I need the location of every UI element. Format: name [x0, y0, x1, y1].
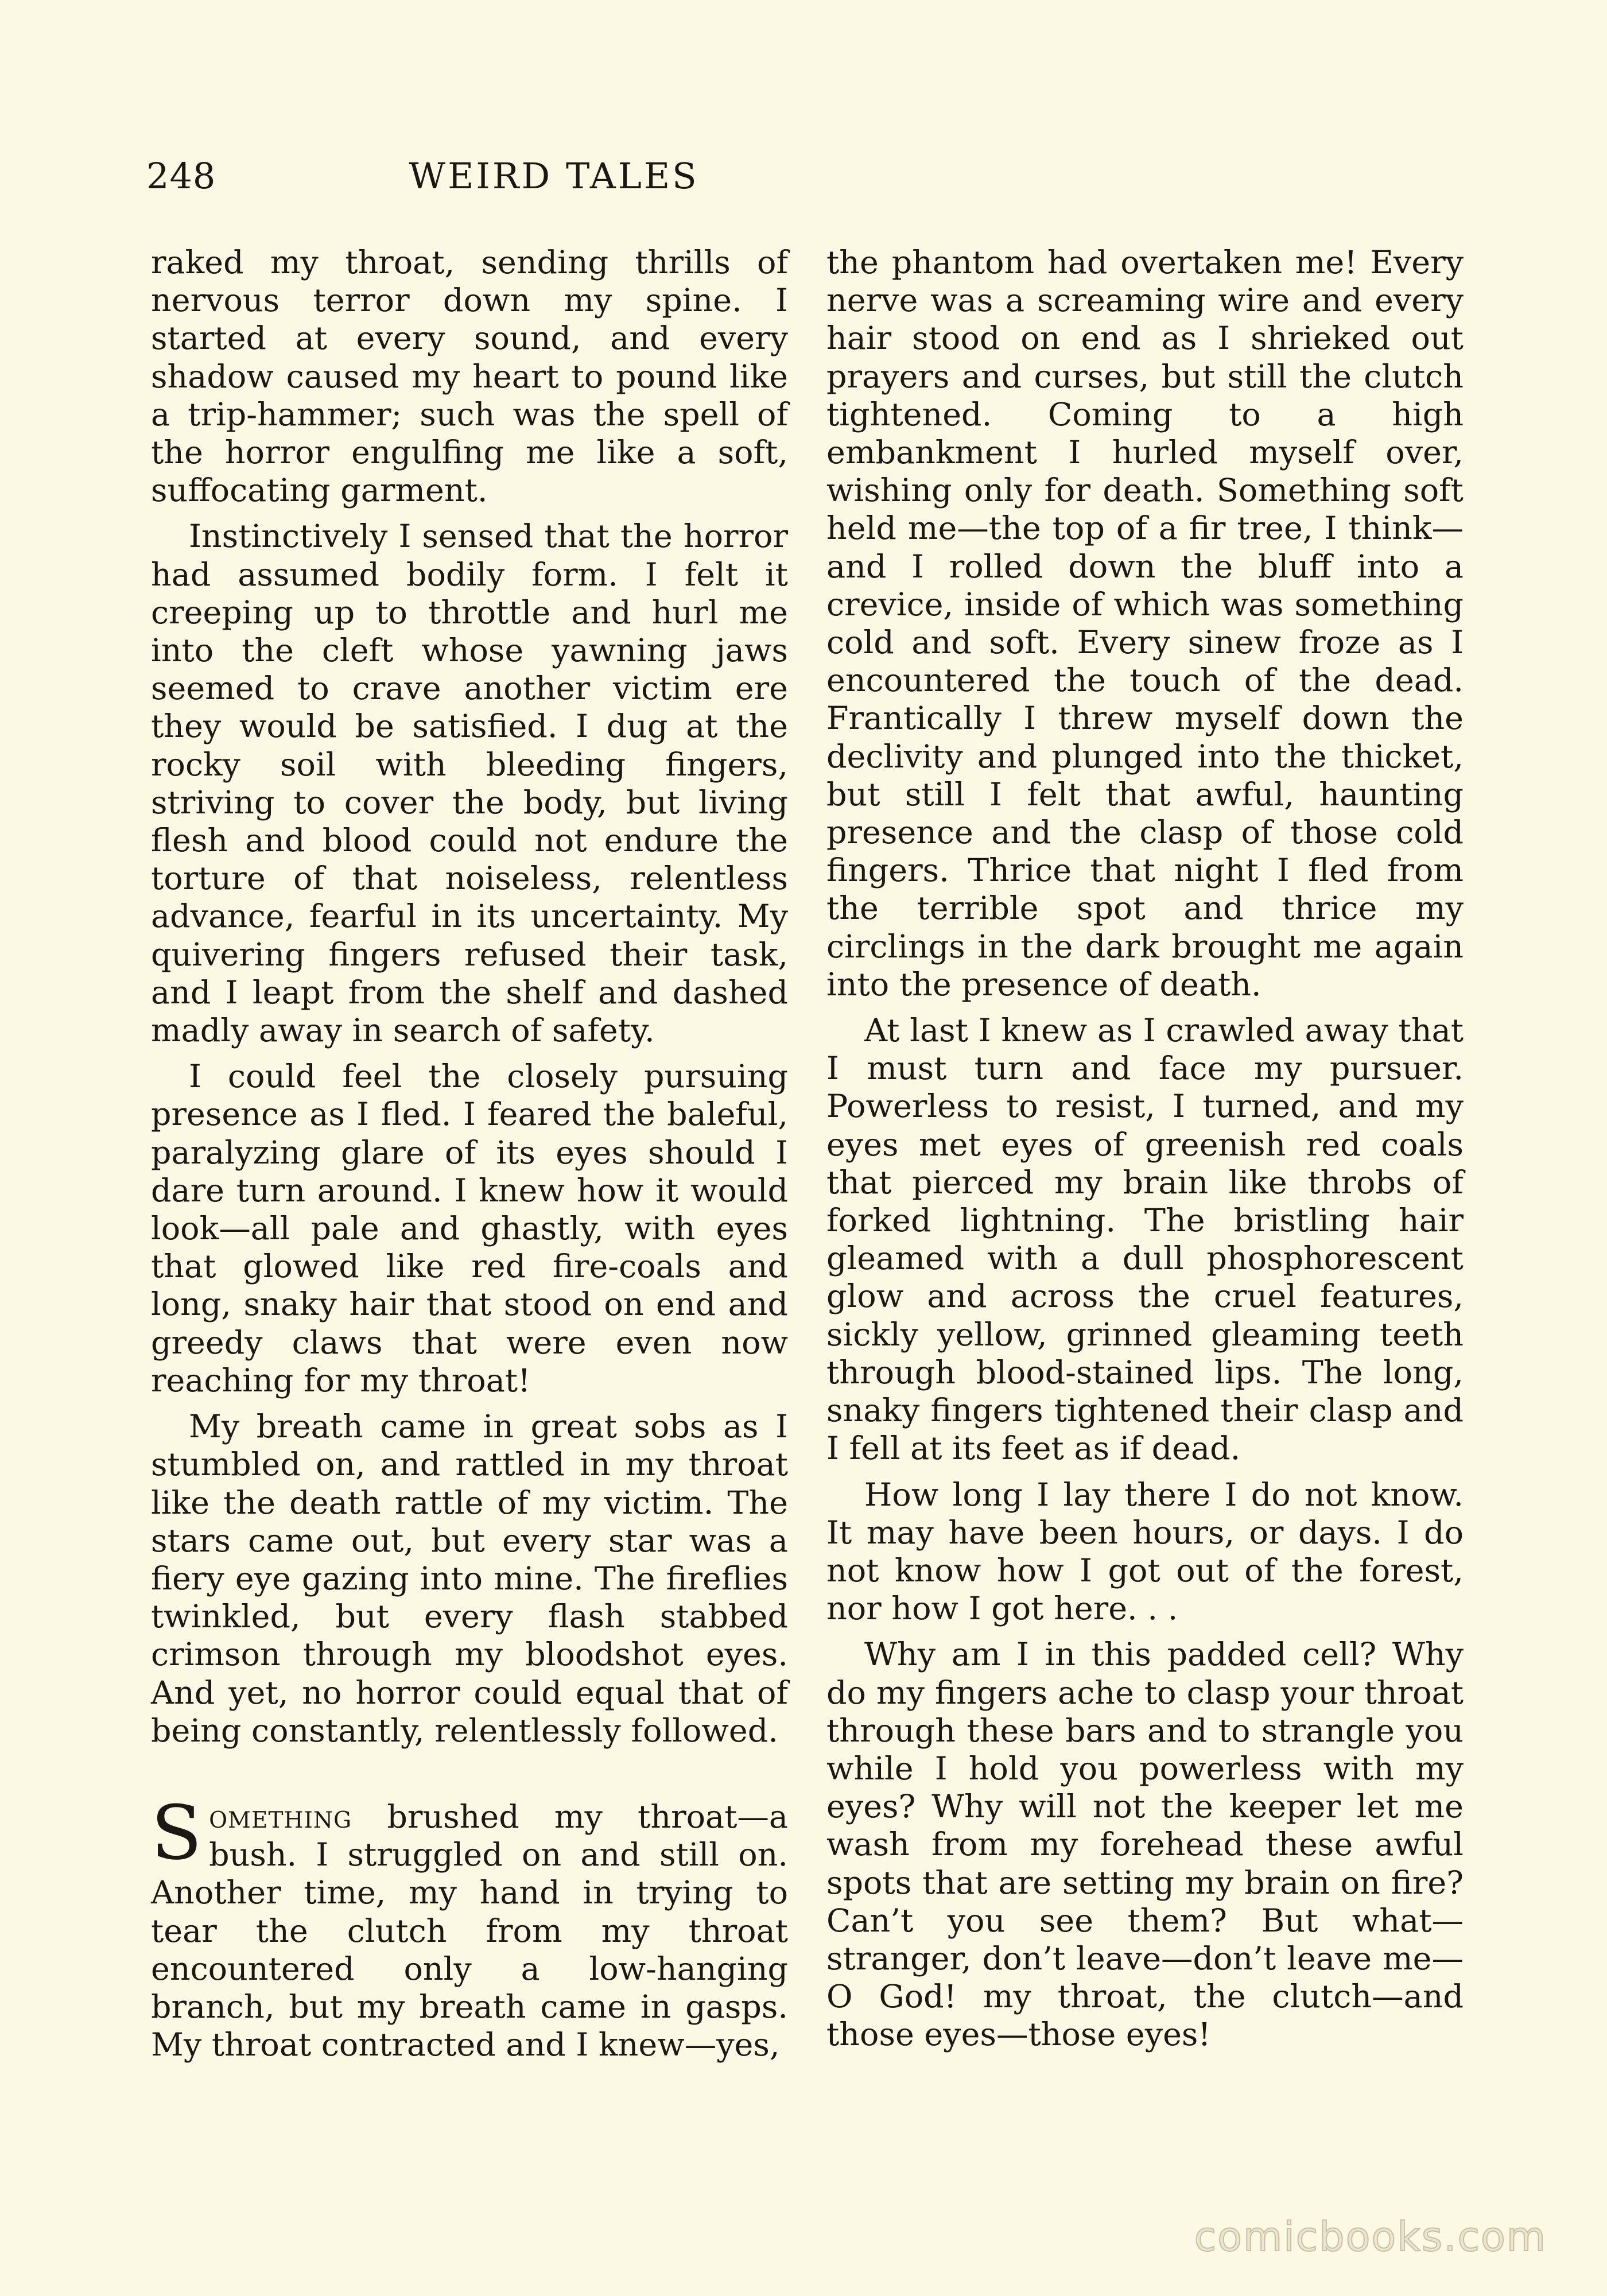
section-break [151, 1758, 788, 1798]
paragraph: the phantom had overtaken me! Every nerve was a screaming wire and every hair stood on end as I shrieked out prayers and curses, but still the clutch tightened. Coming to a high embankment I hurled myself over, wishing only for death. Something soft held me—the top of a fir tree, I think—and I rolled down the bluff into a crevice, inside of which was something cold and soft. Every sinew froze as I encountered the touch of the dead. Frantically I threw myself down the declivity and plunged into the thicket, but still I felt that awful, haunting presence and the clasp of those cold fingers. Thrice that night I fled from the terrible spot and thrice my circlings in the dark brought me again into the presence of death. [826, 244, 1464, 1003]
site-watermark: comicbooks.com [1194, 2213, 1547, 2260]
paragraph: Why am I in this padded cell? Why do my fingers ache to clasp your throat through these bars and to strangle you while I hold you powerless with my eyes? Why will not the keeper let me wash from my forehead these awful spots that are setting my brain on fire? Can’t you see them? But what—stranger, don’t leave—don’t leave me—O God! my throat, the clutch—and those eyes—those eyes! [826, 1636, 1464, 2054]
running-head: WEIRD TALES [409, 155, 699, 197]
paragraph: I could feel the closely pursuing presence as I fled. I feared the baleful, paralyzing glare of its eyes should I dare turn around. I knew how it would look—all pale and ghastly, with eyes that glowed like red fire-coals and long, snaky hair that stood on end and greedy claws that were even now reaching for my throat! [151, 1058, 788, 1399]
paragraph: My breath came in great sobs as I stumbled on, and rattled in my throat like the death rattle of my victim. The stars came out, but every star was a fiery eye gazing into mine. The fireflies twinkled, but every flash stabbed crimson through my bloodshot eyes. And yet, no horror could equal that of being constantly, relentlessly followed. [151, 1408, 788, 1750]
small-caps-lead: omething [209, 1798, 352, 1836]
paragraph-text: brushed my throat—a bush. I struggled on and still on. Another time, my hand in trying to tear the clutch from my throat encountered only a low-hanging branch, but my breath came in gasps. My throat contracted and I knew—yes, [151, 1798, 788, 2064]
page-header [146, 155, 961, 201]
page-number: 248 [146, 155, 216, 197]
right-column [826, 244, 1464, 2062]
paragraph: Instinctively I sensed that the horror had assumed bodily form. I felt it creeping up to throttle and hurl me into the cleft whose yawning jaws seemed to crave another victim ere they would be satisfied. I dug at the rocky soil with bleeding fingers, striving to cover the body, but living flesh and blood could not endure the torture of that noiseless, relentless advance, fearful in its uncertainty. My quivering fingers refused their task, and I leapt from the shelf and dashed madly away in search of safety. [151, 518, 788, 1050]
paragraph: raked my throat, sending thrills of nervous terror down my spine. I started at every sound, and every shadow caused my heart to pound like a trip-hammer; such was the spell of the horror engulfing me like a soft, suffocating garment. [151, 244, 788, 510]
left-column [151, 244, 788, 2072]
paragraph: How long I lay there I do not know. It may have been hours, or days. I do not know how I got out of the forest, nor how I got here. . . [826, 1476, 1464, 1628]
section-opening-paragraph [151, 1789, 788, 2064]
drop-cap: S [151, 1789, 203, 1876]
paragraph: At last I knew as I crawled away that I must turn and face my pursuer. Powerless to resist, I turned, and my eyes met eyes of greenish red coals that pierced my brain like throbs of forked lightning. The bristling hair gleamed with a dull phosphorescent glow and across the cruel features, sickly yellow, grinned gleaming teeth through blood-stained lips. The long, snaky fingers tightened their clasp and I fell at its feet as if dead. [826, 1012, 1464, 1468]
